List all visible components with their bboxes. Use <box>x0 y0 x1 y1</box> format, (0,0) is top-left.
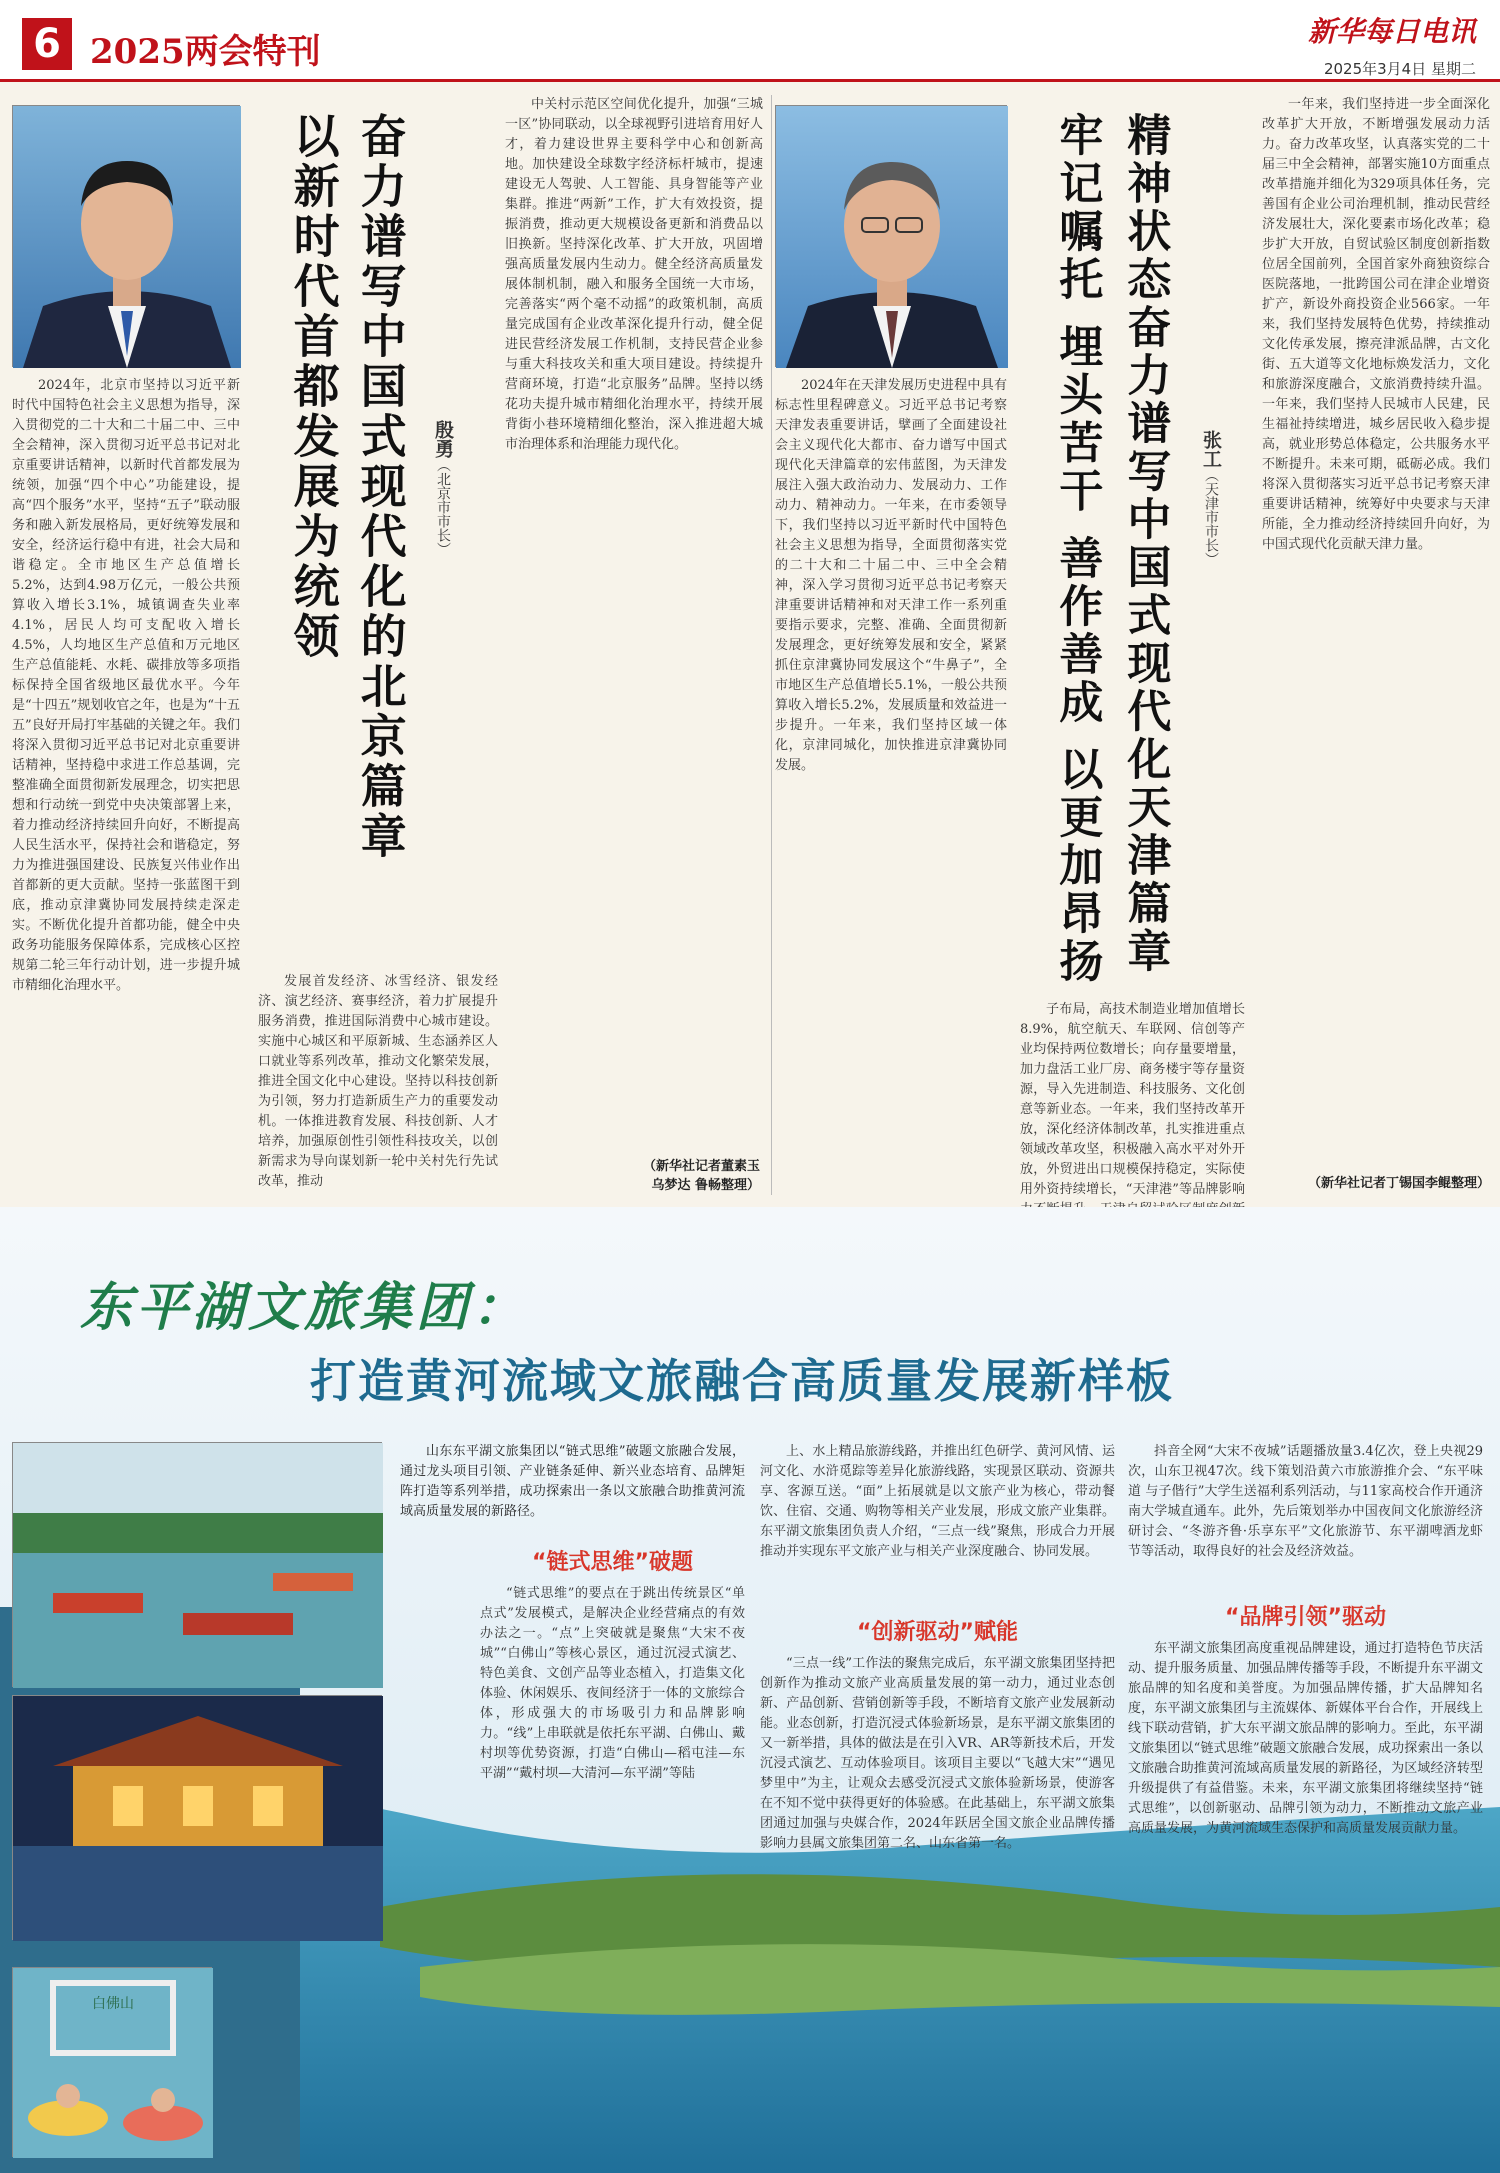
author-name: 殷勇 <box>432 420 454 458</box>
column-divider <box>771 95 772 1195</box>
credit-beijing: （新华社记者董素玉 乌梦达 鲁畅整理） <box>642 1159 760 1193</box>
article-subtitle-tianjin: 牢记嘱托 埋头苦干 善作善成 以更加昂扬 <box>1051 112 1103 986</box>
photo-kids-bumper-boats <box>12 1967 212 2157</box>
newspaper-brand <box>1308 10 1476 79</box>
banner-column-3: 抖音全网“大宋不夜城”话题播放量3.4亿次，登上央视29次，山东卫视47次。线下策划沿黄六市旅游推介会、“东平味道 与子偕行”大学生送福利系列活动，与11家高校合作开通济南大学城直通车。此外，先后策划举办中国夜间文化旅游经济研讨会、“冬游齐鲁·乐享东平”文化旅游节、东平湖啤酒龙虾节等活动，取得良好的社会及经济效益。 “品牌引领”驱动 东平湖文旅集团高度重视品牌建设，通过打造特色节庆活动、提升服务质量、加强品牌传播等手段，不断提升东平湖文旅品牌的知名度和美誉度。为加强品牌传播，扩大品牌知名度，东平湖文旅集团与主流媒体、新媒体平台合作，开展线上线下联动营销，扩大东平湖文旅品牌的影响力。至此，东平湖文旅集团以“链式思维”破题文旅融合发展，成功探索出一条以文旅融合助推黄河流域高质量发展的新路径，为区域经济转型升级提供了有益借鉴。未来，东平湖文旅集团将继续坚持“链式思维”，以创新驱动、品牌引领为动力，不断推动文旅产业高质量发展，为黄河流域生态保护和高质量发展贡献力量。 <box>1128 1444 1483 1836</box>
author-role: （天津市市长） <box>1203 468 1219 566</box>
article-body-tianjin-col2: 子布局，高技术制造业增加值增长8.9%，航空航天、车联网、信创等产业均保持两位数增长；向存量要增量，加力盘活工业厂房、商务楼宇等存量资源，导入先进制造、科技服务、文化创意等新业态。一年来，我们坚持改革开放，深化经济体制改革，扎实推进重点领域改革攻坚，积极融入高水平对外开放，外贸进出口规模保持稳定，实际使用外资持续增长，“天津港”等品牌影响 <box>1020 1002 1245 1197</box>
article-body-beijing-col3: 发展首发经济、冰雪经济、银发经济、演艺经济、赛事经济，着力扩展提升服务消费，推进国际消费中心城市建设。实施中心城区和平原新城、生态涵养区人口就业等系列改革，推动文化繁荣发展，推进全国文化中心建设。坚持以科技创新为引领，努力打造新质生产力的重要发动机。一体推进教育发展、科技创新、人才培养，加强原创性引领性科技攻关，以创新需求为导向谋划新一轮中关村先行先试改革，推动 <box>258 974 498 1189</box>
article-subtitle-beijing: 以新时代首都发展为统领 <box>286 112 341 662</box>
author-name: 张工 <box>1200 430 1222 468</box>
author-tianjin <box>1198 430 1225 730</box>
photo-night-palace-town <box>12 1695 382 1940</box>
section-heading-brand: “品牌引领”驱动 <box>1225 1605 1386 1630</box>
masthead <box>0 0 1500 82</box>
newspaper-name: 新华每日电讯 <box>1307 15 1476 48</box>
portrait-photo-zhang-gong <box>775 105 1007 367</box>
author-role: （北京市市长） <box>435 458 451 556</box>
banner-column-1: “链式思维”破题 “链式思维”的要点在于跳出传统景区“单点式”发展模式，是解决企业经营痛点的有效办法之一。“点”上突破就是聚焦“大宋不夜城”“白佛山”等核心景区，通过沉浸式演艺、特色美食、文创产品等业态植入，打造集文化体验、休闲娱乐、夜间经济于一体的文旅综合体，形成强大的市场吸引力和品牌影响力。“线”上串联就是依托东平湖、白佛山、戴村坝等优势资源，打造“白佛山—稻屯洼—东平湖”“戴村坝—大清河—东平湖”等陆 <box>480 1537 745 1894</box>
article-title-beijing: 奋力谱写中国式现代化的北京篇章 <box>353 112 408 862</box>
photo-sign-text: 白佛山 <box>92 1996 134 2012</box>
portrait-photo-yin-yong <box>12 105 240 367</box>
article-body-tianjin-col3: 一年来，我们坚持进一步全面深化改革扩大开放，不断增强发展动力活力。奋力改革攻坚，认真落实党的二十届三中全会精神，部署实施10方面重点改革措施并细化为329项具体任务，完善国有企业公司治理机制，推动民营经济发展壮大，深化要素市场化改革；稳步扩大开放，自贸试验区制度创新指数位居全国前列，全国首家外商独资综合医院落地，一批跨国公司在津企业增资扩产，新设外商投资企业566家。一年来，我们坚持发展特色优势，持续推动文化传承发展，擦亮津派品牌，古文化街、五大道等文化地标焕发活力，文化和旅游深度融合，文旅消费持续升温。一年来，我们坚持人民城市人民建，民生福祉持续增进，城乡居民收入稳步提高，就业形势总体稳定，公共服务水平不断提升。未来可期，砥砺必成。我们将深入贯彻落实习近平总书记考察天津重要讲话精神，统筹好中央要求与天津所能，全力推动经济持续回升向好，为中国式现代化贡献天津力量。 <box>1262 97 1490 552</box>
banner-title-line2: 打造黄河流域文旅融合高质量发展新样板 <box>310 1354 1174 1408</box>
article-body-beijing-col2: 中关村示范区空间优化提升，加强“三城一区”协同联动，以全球视野引进培育用好人才，着力建设世界主要科学中心和创新高地。加快建设全球数字经济标杆城市，提速建设无人驾驶、人工智能、具身智能等产业集群。推进“两新”工作，扩大有效投资，提振消费，推动更大规模设备更新和消费品以旧换新。坚持深化改革、扩大开放，巩固增强高质量发展内生动力。健全经济高质量发展体制机制，融入和服务全国统一大市场，完善落实“两个毫不动摇”的政策机制，高质量完成国有企业改革深化提升行动，健全促进民营经济发展工作机制，支持民营企业参与重大科技攻关和重大项目建设。持续提升营商环境，打造“北京服务”品牌。坚持以绣花功夫提升城市精细化治理水平，持续开展背街小巷环境精细化整治，深入推进超大城市治理体系和治理能力现代化。 <box>505 97 763 452</box>
author-beijing <box>430 420 457 720</box>
issue-date: 2025年3月4日 星期二 <box>1323 60 1476 78</box>
advertorial-section <box>0 1207 1500 2173</box>
section-heading-chain: “链式思维”破题 <box>532 1550 693 1575</box>
credit-tianjin: （新华社记者丁锡国李鲲整理） <box>1307 1176 1490 1191</box>
banner-intro: 山东东平湖文旅集团以“链式思维”破题文旅融合发展，通过龙头项目引领、产业链条延伸、新兴业态培育、品牌矩阵打造等系列举措，成功探索出一条以文旅融合助推黄河流域高质量发展的新路径。 <box>400 1444 745 1519</box>
section-heading-innovation: “创新驱动”赋能 <box>857 1620 1018 1645</box>
banner-column-2: 上、水上精品旅游线路，并推出红色研学、黄河风情、运河文化、水浒觅踪等差异化旅游线路，实现景区联动、资源共享、客源互送。“面”上拓展就是以文旅产业为核心，带动餐饮、住宿、交通、购物等相关产业发展，形成文旅产业集群。东平湖文旅集团负责人介绍，“三点一线”聚焦，形成合力开展推动并实现东平文旅产业与相关产业深度融合、协同发展。 “创新驱动”赋能 “三点一线”工作法的聚焦完成后，东平湖文旅集团坚持把创新作为推动文旅产业高质量发展的第一动力，通过业态创新、产品创新、营销创新等手段，不断培育文旅产业发展新动能。业态创新，打造沉浸式体验新场景，是东平湖文旅集团的又一新举措，具体的做法是在引入VR、AR等新技术后，开发沉浸式演艺、互动体验项目。该项目主要以“飞越大宋”“遇见梦里中”为主，让观众去感受沉浸式文旅体验新场景，使游客在不知不觉中获得更好的体验感。在此基础上，东平湖文旅集团通过加强与央媒合作，2024年跃居全国文旅企业品牌传播影响力县属文旅集团第二名、山东省第一名。 <box>760 1444 1115 1851</box>
section-title: 2025两会特刊 <box>90 32 321 72</box>
page-number: 6 <box>22 18 72 70</box>
article-body-tianjin-col1: 2024年在天津发展历史进程中具有标志性里程碑意义。习近平总书记考察天津发表重要讲话，擘画了全面建设社会主义现代化大都市、奋力谱写中国式现代化天津篇章的宏伟蓝图，为天津发展注入强大政治动力、发展动力、工作动力、精神动力。一年来，在市委领导下，我们坚持以习近平新时代中国特色社会主义思想为指导，全面贯彻落实党的二十大和二十届二中、三中全会精神，深入学习贯彻习近平总书记考察天津重要讲话精神和对天津工作一系列重要指示要求，完整、准确、全面贯彻新发展理念，更好统筹发展和安全，紧紧抓住京津冀协同发展这个“牛鼻子”，全市地区生产总值增长5.1%，一般公共预算收入增长5.2%，发展质量和效益进一步提升。一年来，我们坚持区域一体化，京津同城化，加快推进京津冀协同发展。 <box>775 378 1007 773</box>
article-body-beijing-col1: 2024年，北京市坚持以习近平新时代中国特色社会主义思想为指导，深入贯彻党的二十大和二十届二中、三中全会精神，深入贯彻习近平总书记对北京重要讲话精神，以新时代首都发展为统领，加强“四个中心”功能建设，提高“四个服务”水平，坚持“五子”联动服务和融入新发展格局，更好统筹发展和安全，经济运行稳中有进，社会大局和谐稳定。全市地区生产总值增长5.2%，达到4.98万亿元，一般公共预算收入增长3.1%，城镇调查失业率4.1%，居民人均可支配收入增长4.5%，人均地区生产总值和万元地区生产总值能耗、水耗、碳排放等多项指标保持全国省级地区最优水平。今年是“十四五”规划收官之年，也是为“十五五”良好开局打牢基础的关键之年。我们将深入贯彻习近平总书记对北京重要讲话精神，坚持稳中求进工作总基调，完整准确全面贯彻新发展理念，切实把思想和行动统一到党中央决策部署上来，着力推动经济持续回升向好，不断提高人民生活水平，保持社会和谐稳定，努力为推进强国建设、民族复兴伟业作出首都新的更大贡献。坚持一张蓝图干到底，推动京津冀协同发展持续走深走实。不断优化提升首都功能，健全中央政务功能服务保障体系，完成核心区控规第二轮三年行动计划，进一步提升城市精细化治理水平。 <box>12 378 240 993</box>
photo-dongping-lakeside-boats <box>12 1442 382 1687</box>
banner-title-line1: 东平湖文旅集团： <box>80 1277 529 1338</box>
article-title-tianjin: 精神状态奋力谱写中国式现代化天津篇章 <box>1119 112 1171 976</box>
